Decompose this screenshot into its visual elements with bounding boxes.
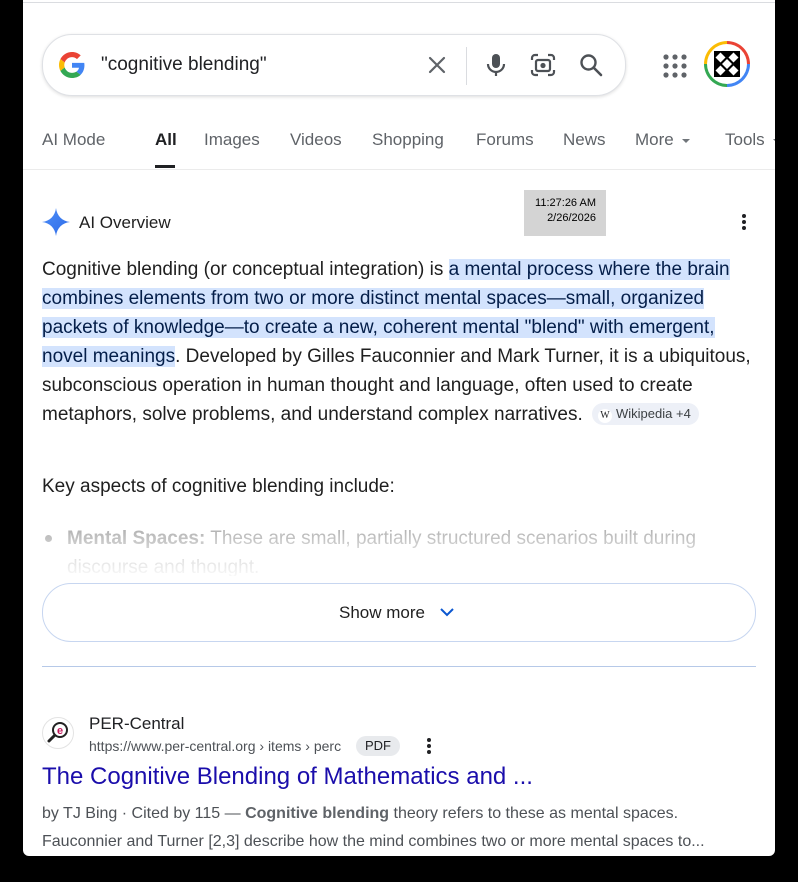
google-logo-icon	[59, 52, 85, 78]
wikipedia-logo-icon: W	[598, 409, 612, 423]
search-box[interactable]	[42, 34, 626, 96]
tab-more[interactable]	[635, 130, 690, 150]
timestamp-time: 11:27:26 AM	[535, 197, 596, 209]
source-chip-label: Wikipedia +4	[616, 406, 691, 421]
tab-images[interactable]: Images	[204, 130, 260, 149]
microphone-icon[interactable]	[482, 51, 510, 79]
top-border	[23, 2, 775, 3]
highlighted-definition: a mental process where the brain combines elements from two or more distinct mental spaces—small, organized packets of knowledge—to create a new, coherent mental "blend" with emergent, novel meanings	[42, 259, 730, 367]
chevron-down-icon	[439, 604, 455, 620]
magnifier-logo-icon	[43, 718, 73, 748]
fade-overlay	[42, 524, 760, 576]
avatar-image	[707, 44, 747, 84]
pdf-badge: PDF	[356, 736, 400, 756]
result-url[interactable]: https://www.per-central.org › items › perc	[89, 738, 342, 754]
tab-forums[interactable]: Forums	[476, 130, 534, 149]
chevron-down-icon	[773, 139, 775, 143]
result-snippet	[42, 800, 754, 856]
avatar-diamond-pattern-icon	[707, 44, 747, 84]
google-apps-icon[interactable]	[660, 51, 690, 81]
snippet-meta: by TJ Bing · Cited by 115 —	[42, 805, 246, 822]
tab-videos[interactable]: Videos	[290, 130, 342, 149]
snippet-line1: theory refers to these as mental spaces.	[389, 805, 679, 822]
search-input[interactable]: "cognitive blending"	[101, 54, 267, 75]
collapsed-bullet-list	[42, 524, 760, 576]
result-title-link[interactable]: The Cognitive Blending of Mathematics and ...	[42, 763, 533, 790]
account-avatar[interactable]	[704, 41, 750, 87]
ai-overview-title: AI Overview	[79, 213, 171, 232]
active-tab-indicator	[155, 165, 175, 168]
intro-continuation: . Developed by Gilles Fauconnier and Mark Turner, it is a ubiquitous, subconscious operation in human thought and language, often used to create metaphors, solve problems, and understand complex narratives.	[42, 346, 751, 425]
show-more-label: Show more	[339, 603, 425, 622]
show-more-button[interactable]	[42, 583, 756, 642]
ai-overview-text	[42, 255, 760, 429]
timestamp-date: 2/26/2026	[547, 212, 596, 224]
camera-lens-icon[interactable]	[529, 51, 557, 79]
intro-text: Cognitive blending (or conceptual integration) is	[42, 259, 449, 280]
chevron-down-icon	[682, 139, 690, 143]
result-more-options-icon[interactable]	[419, 736, 439, 756]
source-chip[interactable]	[592, 403, 699, 425]
tab-tools-label: Tools	[725, 130, 765, 149]
timestamp-tooltip	[524, 190, 606, 236]
result-site-name[interactable]: PER-Central	[89, 714, 185, 733]
snippet-bold-term: Cognitive blending	[245, 805, 390, 822]
gemini-sparkle-icon	[42, 208, 70, 236]
tab-shopping[interactable]: Shopping	[372, 130, 444, 149]
clear-search-icon[interactable]	[423, 51, 451, 79]
tab-more-label: More	[635, 130, 674, 149]
tab-all[interactable]: All	[155, 130, 177, 149]
search-icon[interactable]	[577, 51, 605, 79]
section-divider	[42, 666, 756, 667]
ai-overview-more-options-icon[interactable]	[734, 212, 754, 232]
tabs-divider	[23, 169, 775, 170]
site-favicon[interactable]	[42, 717, 74, 749]
tab-news[interactable]: News	[563, 130, 606, 149]
tab-ai-mode[interactable]: AI Mode	[42, 130, 106, 149]
searchbox-divider	[466, 47, 467, 85]
svg-text:e: e	[56, 725, 64, 737]
key-aspects-heading: Key aspects of cognitive blending include:	[42, 476, 395, 497]
tab-tools[interactable]	[725, 130, 775, 150]
snippet-line2: Fauconnier and Turner [2,3] describe how the mind combines two or more mental spaces to...	[42, 833, 705, 850]
search-results-page	[23, 0, 775, 856]
